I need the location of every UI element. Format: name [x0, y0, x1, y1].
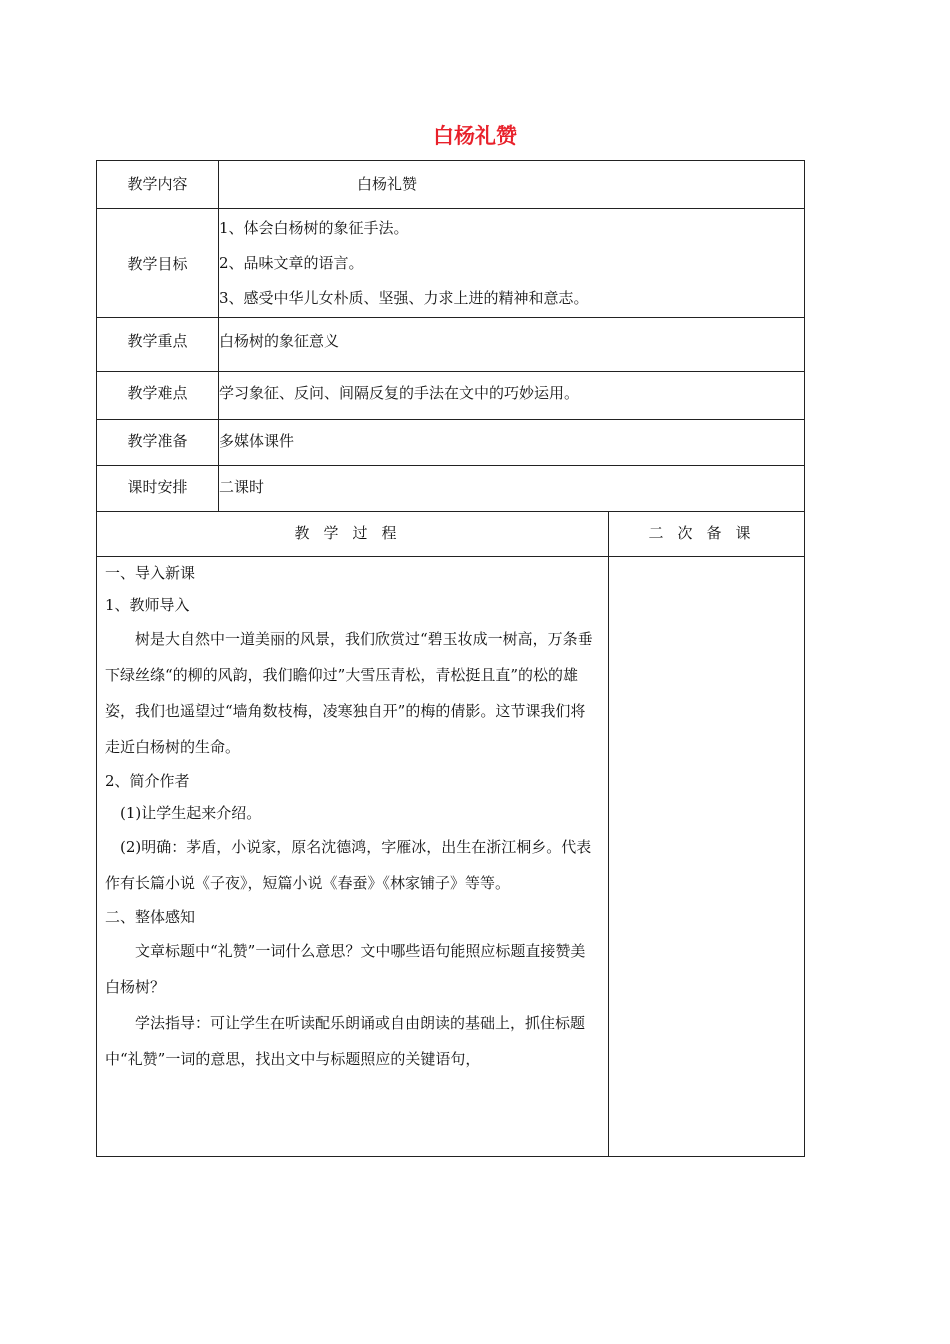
goal-item: 2、品味文章的语言。	[219, 254, 364, 272]
goal-item: 1、体会白杨树的象征手法。	[219, 219, 409, 237]
value-schedule: 二课时	[219, 466, 805, 512]
value-goals	[219, 209, 805, 318]
value-prep: 多媒体课件	[219, 420, 805, 466]
question-paragraph: 文章标题中“礼赞”一词什么意思？文中哪些语句能照应标题直接赞美白杨树？	[105, 942, 586, 996]
subsection-heading: 1、教师导入	[105, 596, 190, 614]
label-focus: 教学重点	[97, 318, 219, 372]
activity-item: (1)让学生起来介绍。	[120, 804, 262, 822]
process-header: 教学过程	[97, 512, 609, 557]
notes-body	[609, 557, 805, 1157]
activity-item: (2)明确：茅盾，小说家，原名沈德鸿，字雁冰，出生在浙江桐乡。代表作有长篇小说《子夜》，短篇小说《春蚕》《林家铺子》等等。	[105, 838, 592, 892]
intro-paragraph: 树是大自然中一道美丽的风景，我们欣赏过“碧玉妆成一树高，万条垂下绿丝绦“的柳的风韵，我们瞻仰过”大雪压青松，青松挺且直”的松的雄姿，我们也遥望过“墙角数枝梅，凌寒独自开”的梅的倩影。这节课我们将走近白杨树的生命。	[105, 630, 593, 756]
process-body	[97, 557, 609, 1157]
section-heading: 一、导入新课	[105, 564, 196, 582]
row-goals	[97, 209, 805, 318]
row-difficulty	[97, 372, 805, 420]
value-difficulty: 学习象征、反问、间隔反复的手法在文中的巧妙运用。	[219, 372, 805, 420]
guide-paragraph: 学法指导：可让学生在听读配乐朗诵或自由朗读的基础上，抓住标题中“礼赞”一词的意思，找出文中与标题照应的关键语句，	[105, 1014, 586, 1068]
row-content	[97, 161, 805, 209]
value-content: 白杨礼赞	[219, 161, 805, 209]
section-heading: 二、整体感知	[105, 908, 196, 926]
label-content: 教学内容	[97, 161, 219, 209]
document-title: 白杨礼赞	[433, 124, 517, 148]
label-goals: 教学目标	[97, 209, 219, 318]
notes-header: 二次备课	[609, 512, 805, 557]
label-prep: 教学准备	[97, 420, 219, 466]
row-process-body	[97, 557, 805, 1157]
label-difficulty: 教学难点	[97, 372, 219, 420]
goal-item: 3、感受中华儿女朴质、坚强、力求上进的精神和意志。	[219, 289, 589, 307]
value-focus: 白杨树的象征意义	[219, 318, 805, 372]
row-prep	[97, 420, 805, 466]
row-focus	[97, 318, 805, 372]
row-schedule	[97, 466, 805, 512]
lesson-plan-table	[96, 160, 805, 1157]
subsection-heading: 2、简介作者	[105, 772, 190, 790]
row-process-header	[97, 512, 805, 557]
label-schedule: 课时安排	[97, 466, 219, 512]
